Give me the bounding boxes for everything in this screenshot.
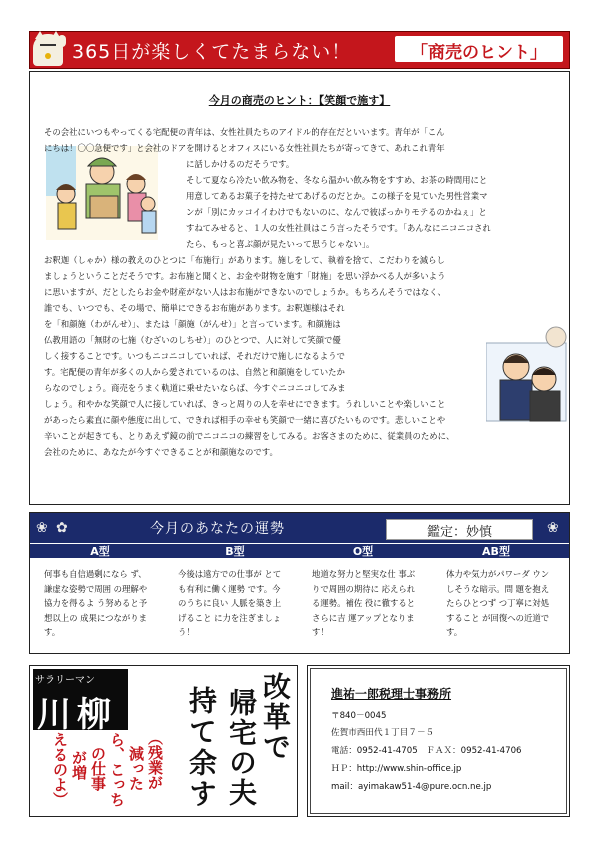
- fortune-section: [29, 512, 570, 654]
- senryu-comment-line: が増: [70, 750, 88, 780]
- article-line: を「和顔施（わがんせ）」、または「顔施（がんせ）」と言っています。和顔施は: [44, 319, 341, 329]
- fortune-text-ab: 体力や気力がパワーダ ウンしそうな暗示。問 題を抱えたらひとつず つ丁寧に対処すること が回復への近道です。: [446, 569, 550, 637]
- header-banner: [29, 31, 570, 69]
- article-line: 仏教用語の「無財の七施（むざいのしちせ）」のひとつで、人に対して笑顔で優: [44, 335, 341, 345]
- blood-type-label: B型: [225, 545, 245, 558]
- article-line: ンが「別にカッコイイわけでもないのに、なんで彼ばっかりモテるのかねぇ」と: [186, 207, 487, 217]
- office-email-link[interactable]: mail：ayimakaw51-4@pure.ocn.ne.jp: [331, 782, 492, 792]
- header-highlight-box: [395, 36, 563, 62]
- office-name: 進祐一郎税理士事務所: [331, 687, 452, 701]
- article-line: す。宅配便の青年が多くの人から愛されているのは、自然と和顔施をしていたか: [44, 367, 345, 377]
- office-box: [307, 665, 570, 817]
- blood-type-label: AB型: [482, 545, 510, 558]
- article-line: 会社のために、あなたが今すぐできることが和顔施なのです。: [44, 447, 278, 457]
- article-line: らなのでしょう。商売をうまく軌道に乗せたいならば、今すぐニコニコしてみま: [44, 383, 346, 393]
- article-box: [29, 71, 570, 505]
- article-line: に思いますが、だとしたらお金や財産がない人はお布施ができないのでしょうか。もちろんそうではなく、: [44, 287, 446, 297]
- senryu-comment-line: えるのよ）: [51, 732, 69, 807]
- article-line: にちは！〇〇急便です」と会社のドアを開けるとオフィスにいる女性社員たちが寄ってきて、あれこれ青年: [44, 143, 445, 153]
- appraiser-label: 鑑定：妙慎: [426, 525, 492, 540]
- two-men-illustration: [486, 323, 568, 423]
- appraiser-box: [386, 519, 533, 540]
- article-line: たら、もっと喜ぶ顔が見たいって思うじゃない」。: [186, 239, 375, 249]
- article-line: すねてみせると、１人の女性社員はこう言ったそうです。「あんなにニコニコされ: [186, 223, 491, 233]
- article-line: しく接することです。いつもニコニコしていれば、それだけで施しになるようで: [44, 351, 345, 361]
- office-website-link[interactable]: ＨＰ：http://www.shin-office.jp: [331, 764, 462, 774]
- office-inner-frame: [310, 668, 567, 814]
- senryu-comment-line: ら、こっち: [108, 732, 126, 807]
- header-title: 365日が楽しくてたまらない！: [72, 41, 352, 63]
- article-title: 今月の商売のヒント：【笑顔で施す】: [208, 94, 391, 107]
- header-highlight: 「商売のヒント」: [411, 43, 547, 63]
- ornament-icon: ❀: [547, 520, 559, 536]
- article-line: しょう。和やかな笑顔で人に接していれば、きっと周りの人を幸せにできます。うれしいことや楽しいこと: [44, 399, 446, 409]
- fortune-banner: [30, 513, 569, 543]
- senryu-comment-line: の仕事: [89, 746, 107, 791]
- blood-type-label: O型: [352, 545, 374, 558]
- blood-type-band: [30, 543, 569, 558]
- article-line: ましょうということだそうです。お布施と聞くと、お金や財物を施す「財施」を思い浮かべる人が多いよう: [44, 271, 446, 281]
- delivery-illustration: [44, 144, 160, 242]
- senryu-comment-line: 減った: [127, 746, 145, 791]
- senryu-line-2: 帰宅の夫: [225, 688, 258, 808]
- blood-type-label: A型: [90, 545, 110, 558]
- article-line: お釈迦（しゃか）様の教えのひとつに「布施行」があります。施しをして、執着を捨て、こだわりを減らし: [44, 255, 445, 265]
- senryu-badge: [33, 669, 128, 735]
- fortune-text-o: 地道な努力と堅実な仕 事ぶりで周囲の期待に 応えられる運勢。補佐 役に徹するとさらに吉 運アップとなります！: [312, 569, 416, 637]
- senryu-line-1: 改革で: [259, 672, 292, 762]
- fortune-text-b: 今後は遠方での仕事が とても有利に働く運勢 です。今のうちに良い 人脈を築き上げること に力を注ぎましょう！: [178, 569, 282, 637]
- article-line: そして夏なら冷たい飲み物を、冬なら温かい飲み物をすすめ、お茶の時間用にと: [186, 175, 488, 185]
- senryu-badge-kanji: 川柳: [37, 695, 117, 735]
- article-line: 用意してあるお菓子を持たせてあげるのだとか。この様子を見ていた男性営業マ: [186, 191, 488, 201]
- office-postal: 〒840－0045: [331, 711, 387, 721]
- office-phone: 電話：0952-41-4705 ＦＡＸ：0952-41-4706: [331, 746, 522, 756]
- senryu-box: [29, 665, 298, 817]
- article-line: その会社にいつもやってくる宅配便の青年は、女性社員たちのアイドル的存在だといいます。青年が「こん: [44, 127, 445, 137]
- ornament-icon: ❀: [36, 520, 48, 536]
- senryu-comment-line: （残業が: [146, 730, 164, 790]
- ornament-icon: ✿: [56, 520, 68, 536]
- article-line: があったら素直に顔や態度に出して、できれば相手の幸せも笑顔で一緒に喜びたいものです。悲しいことや: [44, 415, 446, 425]
- article-line: 辛いことが起きても、とりあえず鏡の前でニコニコの練習をしてみる。お客さまのために、従業員のために、: [44, 431, 455, 441]
- office-address: 佐賀市西田代１丁目７－５: [331, 728, 435, 738]
- senryu-line-3: 持て余す: [185, 686, 218, 810]
- fortune-title: 今月のあなたの運勢: [150, 521, 285, 537]
- senryu-badge-top: サラリーマン: [35, 675, 95, 686]
- lucky-cat-icon: [33, 34, 63, 66]
- article-line: に話しかけるのだそうです。: [186, 159, 295, 169]
- article-line: 誰でも、いつでも、その場で、簡単にできるお布施があります。お釈迦様はそれ: [44, 303, 345, 313]
- fortune-text-a: 何事も自信過剰になら ず、謙虚な姿勢で周囲 の理解や協力を得るよ う努めると予想以上の 成果につながります。: [44, 569, 148, 637]
